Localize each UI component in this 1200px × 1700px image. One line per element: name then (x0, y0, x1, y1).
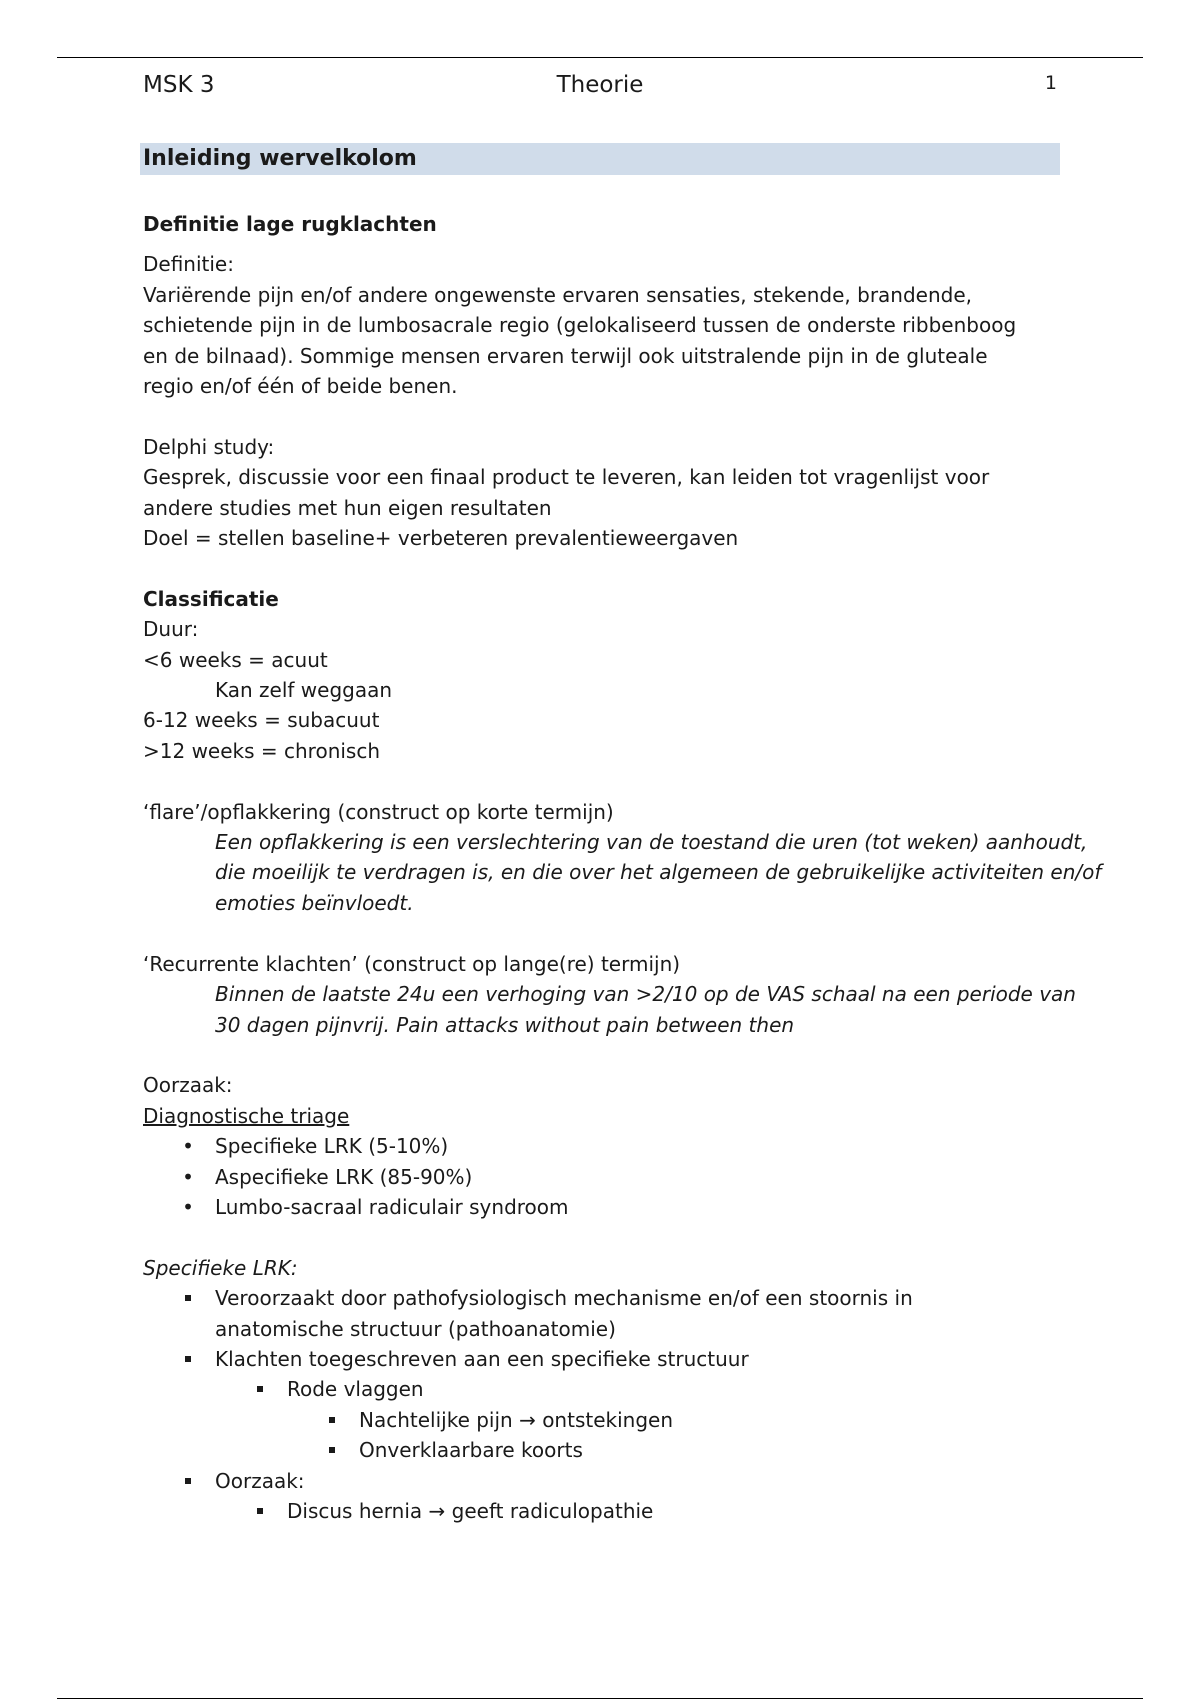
triage-title: Diagnostische triage (143, 1103, 350, 1128)
delphi-label: Delphi study: (143, 434, 275, 459)
document-body (143, 209, 1102, 1526)
flare-definition-line: die moeilijk te verdragen is, en die over het algemeen de gebruikelijke activiteiten en/of (215, 860, 1102, 885)
rode-vlaggen-item: Rode vlaggen (287, 1377, 424, 1402)
duur-acuut-note: Kan zelf weggaan (215, 678, 393, 703)
bullet-square-icon (322, 1435, 342, 1465)
flare-definition-line: emoties beïnvloedt. (215, 890, 414, 915)
list-item (143, 1466, 1063, 1496)
specifieke-item: Oorzaak: (215, 1468, 305, 1493)
duur-subacuut: 6-12 weeks = subacuut (143, 708, 380, 733)
definitie-line: regio en/of één of beide benen. (143, 374, 458, 399)
definitie-line: schietende pijn in de lumbosacrale regio (gelokaliseerd tussen de onderste ribbenboog (143, 313, 1017, 338)
duur-chronisch: >12 weeks = chronisch (143, 738, 381, 763)
delphi-line: andere studies met hun eigen resultaten (143, 495, 552, 520)
red-flag-item: Onverklaarbare koorts (359, 1438, 583, 1463)
triage-title-wrap (143, 1101, 1063, 1131)
list-item (143, 1131, 1063, 1161)
bullet-square-icon (250, 1496, 270, 1526)
section-heading-band (140, 143, 1060, 175)
triage-item: Lumbo-sacraal radiculair syndroom (215, 1194, 569, 1219)
list-item (143, 1344, 1063, 1374)
bullet-square-icon (250, 1374, 270, 1404)
bullet-dot-icon (178, 1162, 198, 1192)
bullet-dot-icon (178, 1192, 198, 1222)
list-item (143, 1496, 1063, 1526)
list-item (143, 1162, 1063, 1192)
duur-label: Duur: (143, 617, 199, 642)
delphi-line: Doel = stellen baseline+ verbeteren prevalentieweergaven (143, 526, 739, 551)
section-title: Inleiding wervelkolom (143, 146, 417, 171)
list-item (143, 1192, 1063, 1222)
red-flag-item: Nachtelijke pijn → ontstekingen (359, 1407, 674, 1432)
definitie-label: Definitie: (143, 252, 234, 277)
page-number: 1 (1044, 72, 1057, 94)
triage-item: Aspecifieke LRK (85-90%) (215, 1164, 473, 1189)
bottom-rule (57, 1698, 1143, 1699)
bullet-square-icon (178, 1466, 198, 1496)
bullet-square-icon (322, 1405, 342, 1435)
definitie-line: en de bilnaad). Sommige mensen ervaren terwijl ook uitstralende pijn in de gluteale (143, 343, 988, 368)
header-course: MSK 3 (143, 72, 215, 98)
definitie-subtitle: Definitie lage rugklachten (143, 212, 437, 236)
list-item (143, 1283, 1063, 1313)
recurrent-definition-line: Binnen de laatste 24u een verhoging van >2/10 op de VAS schaal na een periode van (215, 982, 1076, 1007)
bullet-dot-icon (178, 1131, 198, 1161)
page-header (143, 72, 1057, 104)
triage-item: Specifieke LRK (5-10%) (215, 1134, 449, 1159)
bullet-square-icon (178, 1344, 198, 1374)
header-title: Theorie (556, 72, 644, 98)
definitie-line: Variërende pijn en/of andere ongewenste ervaren sensaties, stekende, brandende, (143, 282, 973, 307)
specifieke-item-continuation: anatomische structuur (pathoanatomie) (215, 1316, 616, 1341)
flare-definition-line: Een opflakkering is een verslechtering van de toestand die uren (tot weken) aanhoudt, (215, 830, 1088, 855)
list-item (143, 1374, 1063, 1404)
cause-item: Discus hernia → geeft radiculopathie (287, 1498, 654, 1523)
list-item (143, 1405, 1063, 1435)
flare-label: ‘flare’/opflakkering (construct op korte termijn) (143, 799, 614, 824)
recurrent-label: ‘Recurrente klachten’ (construct op lange(re) termijn) (143, 951, 681, 976)
recurrent-definition-line: 30 dagen pijnvrij. Pain attacks without pain between then (215, 1012, 795, 1037)
specifieke-label: Specifieke LRK: (143, 1255, 298, 1280)
list-item (143, 1435, 1063, 1465)
oorzaak-label: Oorzaak: (143, 1073, 233, 1098)
specifieke-item: Veroorzaakt door pathofysiologisch mechanisme en/of een stoornis in (215, 1286, 913, 1311)
delphi-line: Gesprek, discussie voor een finaal product te leveren, kan leiden tot vragenlijst voor (143, 465, 990, 490)
specifieke-item: Klachten toegeschreven aan een specifieke structuur (215, 1346, 749, 1371)
duur-acuut: <6 weeks = acuut (143, 647, 328, 672)
top-rule (57, 57, 1143, 58)
bullet-square-icon (178, 1283, 198, 1313)
classificatie-title: Classificatie (143, 586, 279, 611)
